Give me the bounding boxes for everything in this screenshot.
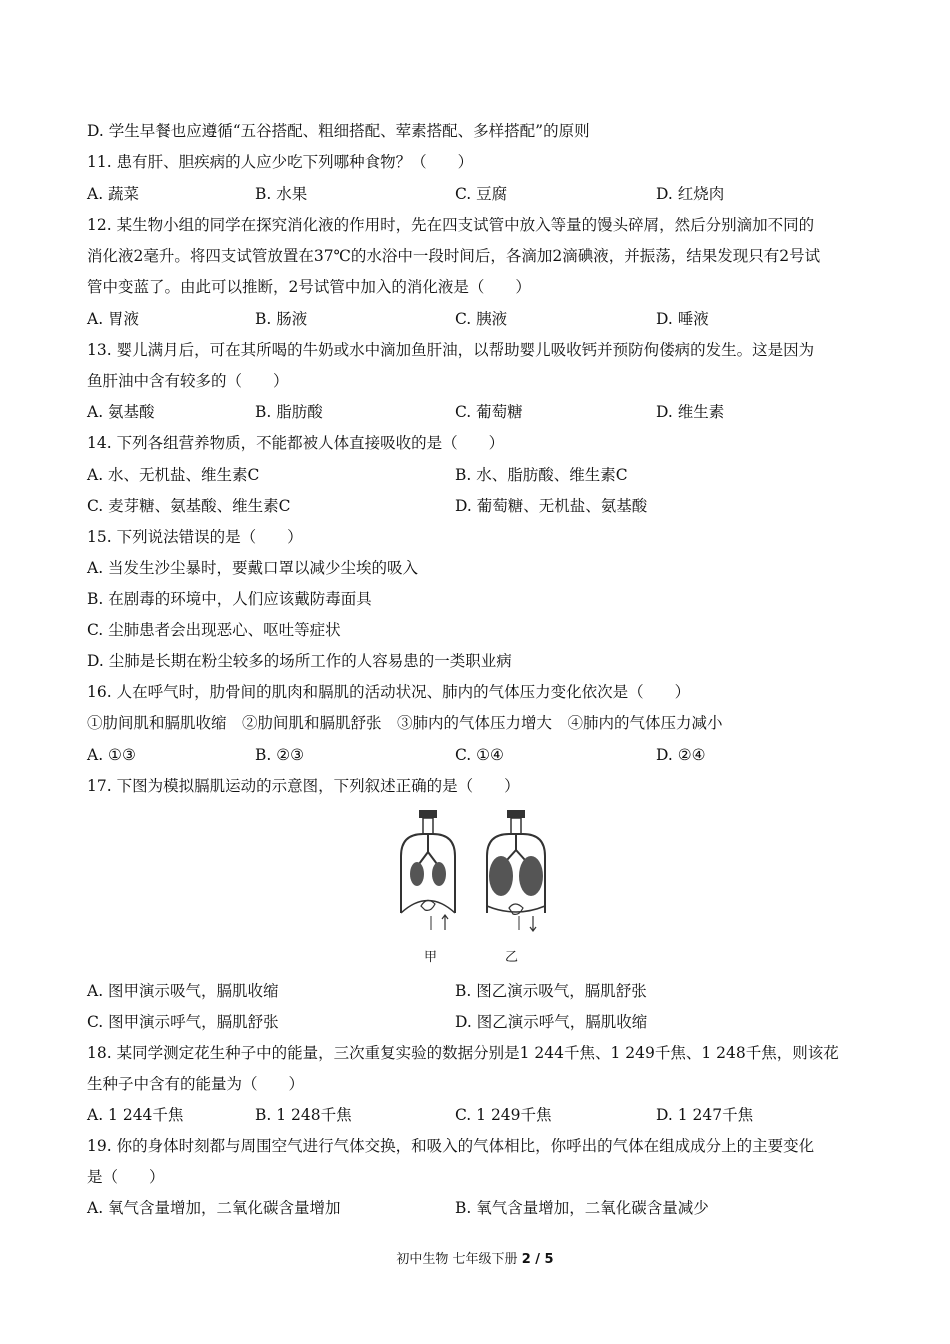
q13-line-2: 鱼肝油中含有较多的（ ） xyxy=(87,372,289,390)
q14-option-a: A. 水、无机盐、维生素C xyxy=(87,466,260,484)
q18-option-c: C. 1 249千焦 xyxy=(455,1106,552,1124)
q18-option-b: B. 1 248千焦 xyxy=(255,1106,352,1124)
q14-option-b: B. 水、脂肪酸、维生素C xyxy=(455,466,628,484)
q15-stem: 15. 下列说法错误的是（ ） xyxy=(87,528,303,546)
figure-label-yi: 乙 xyxy=(505,950,519,965)
q12-option-c: C. 胰液 xyxy=(455,310,508,328)
q15-option-b: B. 在剧毒的环境中，人们应该戴防毒面具 xyxy=(87,590,372,608)
figure-label-jia: 甲 xyxy=(424,950,438,965)
q12-line-3: 管中变蓝了。由此可以推断，2号试管中加入的消化液是（ ） xyxy=(87,278,531,296)
q11-option-b: B. 水果 xyxy=(255,185,308,203)
q14-stem: 14. 下列各组营养物质，不能都被人体直接吸收的是（ ） xyxy=(87,434,505,452)
q19-option-b: B. 氧气含量增加，二氧化碳含量减少 xyxy=(455,1199,709,1217)
bell-jar-jia xyxy=(401,810,455,930)
q16-option-b: B. ②③ xyxy=(255,746,305,764)
q17-option-b: B. 图乙演示吸气，膈肌舒张 xyxy=(455,982,647,1000)
q13-line-1: 13. 婴儿满月后，可在其所喝的牛奶或水中滴加鱼肝油，以帮助婴儿吸收钙并预防佝偻病的发生。这是因为 xyxy=(87,341,815,359)
q12-line-2: 消化液2毫升。将四支试管放置在37℃的水浴中一段时间后，各滴加2滴碘液，并振荡，结果发现只有2号试 xyxy=(87,247,821,265)
page-footer xyxy=(0,1248,950,1267)
q17-option-d: D. 图乙演示呼气，膈肌收缩 xyxy=(455,1013,648,1031)
q13-option-a: A. 氨基酸 xyxy=(87,403,155,421)
q18-line-1: 18. 某同学测定花生种子中的能量，三次重复实验的数据分别是1 244千焦、1 249千焦、1 248千焦，则该花 xyxy=(87,1044,839,1062)
footer-text: 初中生物 七年级下册 xyxy=(396,1252,522,1267)
q12-line-1: 12. 某生物小组的同学在探究消化液的作用时，先在四支试管中放入等量的馒头碎屑，然后分别滴加不同的 xyxy=(87,216,815,234)
q12-option-d: D. 唾液 xyxy=(656,310,709,328)
q15-option-c: C. 尘肺患者会出现恶心、呕吐等症状 xyxy=(87,621,341,639)
q14-option-c: C. 麦芽糖、氨基酸、维生素C xyxy=(87,497,291,515)
q14-option-d: D. 葡萄糖、无机盐、氨基酸 xyxy=(455,497,648,515)
q17-stem: 17. 下图为模拟膈肌运动的示意图，下列叙述正确的是（ ） xyxy=(87,777,520,795)
q17-option-c: C. 图甲演示呼气，膈肌舒张 xyxy=(87,1013,279,1031)
q18-line-2: 生种子中含有的能量为（ ） xyxy=(87,1075,305,1093)
q19-option-a: A. 氧气含量增加，二氧化碳含量增加 xyxy=(87,1199,341,1217)
q13-option-b: B. 脂肪酸 xyxy=(255,403,323,421)
q19-line-1: 19. 你的身体时刻都与周围空气进行气体交换，和吸入的气体相比，你呼出的气体在组成成分上的主要变化 xyxy=(87,1137,815,1155)
q13-option-c: C. 葡萄糖 xyxy=(455,403,523,421)
q16-option-d: D. ②④ xyxy=(656,746,706,764)
q16-stem: 16. 人在呼气时，肋骨间的肌肉和膈肌的活动状况、肺内的气体压力变化依次是（ ） xyxy=(87,683,691,701)
q15-option-d: D. 尘肺是长期在粉尘较多的场所工作的人容易患的一类职业病 xyxy=(87,652,512,670)
q18-option-a: A. 1 244千焦 xyxy=(87,1106,184,1124)
q12-option-b: B. 肠液 xyxy=(255,310,308,328)
q11-option-a: A. 蔬菜 xyxy=(87,185,140,203)
q11-option-c: C. 豆腐 xyxy=(455,185,508,203)
q15-option-a: A. 当发生沙尘暴时，要戴口罩以减少尘埃的吸入 xyxy=(87,559,419,577)
q16-option-a: A. ①③ xyxy=(87,746,136,764)
q17-option-a: A. 图甲演示吸气，膈肌收缩 xyxy=(87,982,279,1000)
q12-option-a: A. 胃液 xyxy=(87,310,140,328)
q13-option-d: D. 维生素 xyxy=(656,403,725,421)
q16-items: ①肋间肌和膈肌收缩 ②肋间肌和膈肌舒张 ③肺内的气体压力增大 ④肺内的气体压力减小 xyxy=(87,714,723,732)
bell-jar-yi xyxy=(487,810,545,931)
q11-option-d: D. 红烧肉 xyxy=(656,185,725,203)
q10-option-d: D. 学生早餐也应遵循“五谷搭配、粗细搭配、荤素搭配、多样搭配”的原则 xyxy=(87,122,590,140)
q11-stem: 11. 患有肝、胆疾病的人应少吃下列哪种食物？（ ） xyxy=(87,153,474,171)
q19-line-2: 是（ ） xyxy=(87,1168,165,1186)
page-number: 2 / 5 xyxy=(521,1252,554,1267)
diaphragm-model-figure xyxy=(395,808,555,968)
q16-option-c: C. ①④ xyxy=(455,746,504,764)
q18-option-d: D. 1 247千焦 xyxy=(656,1106,754,1124)
